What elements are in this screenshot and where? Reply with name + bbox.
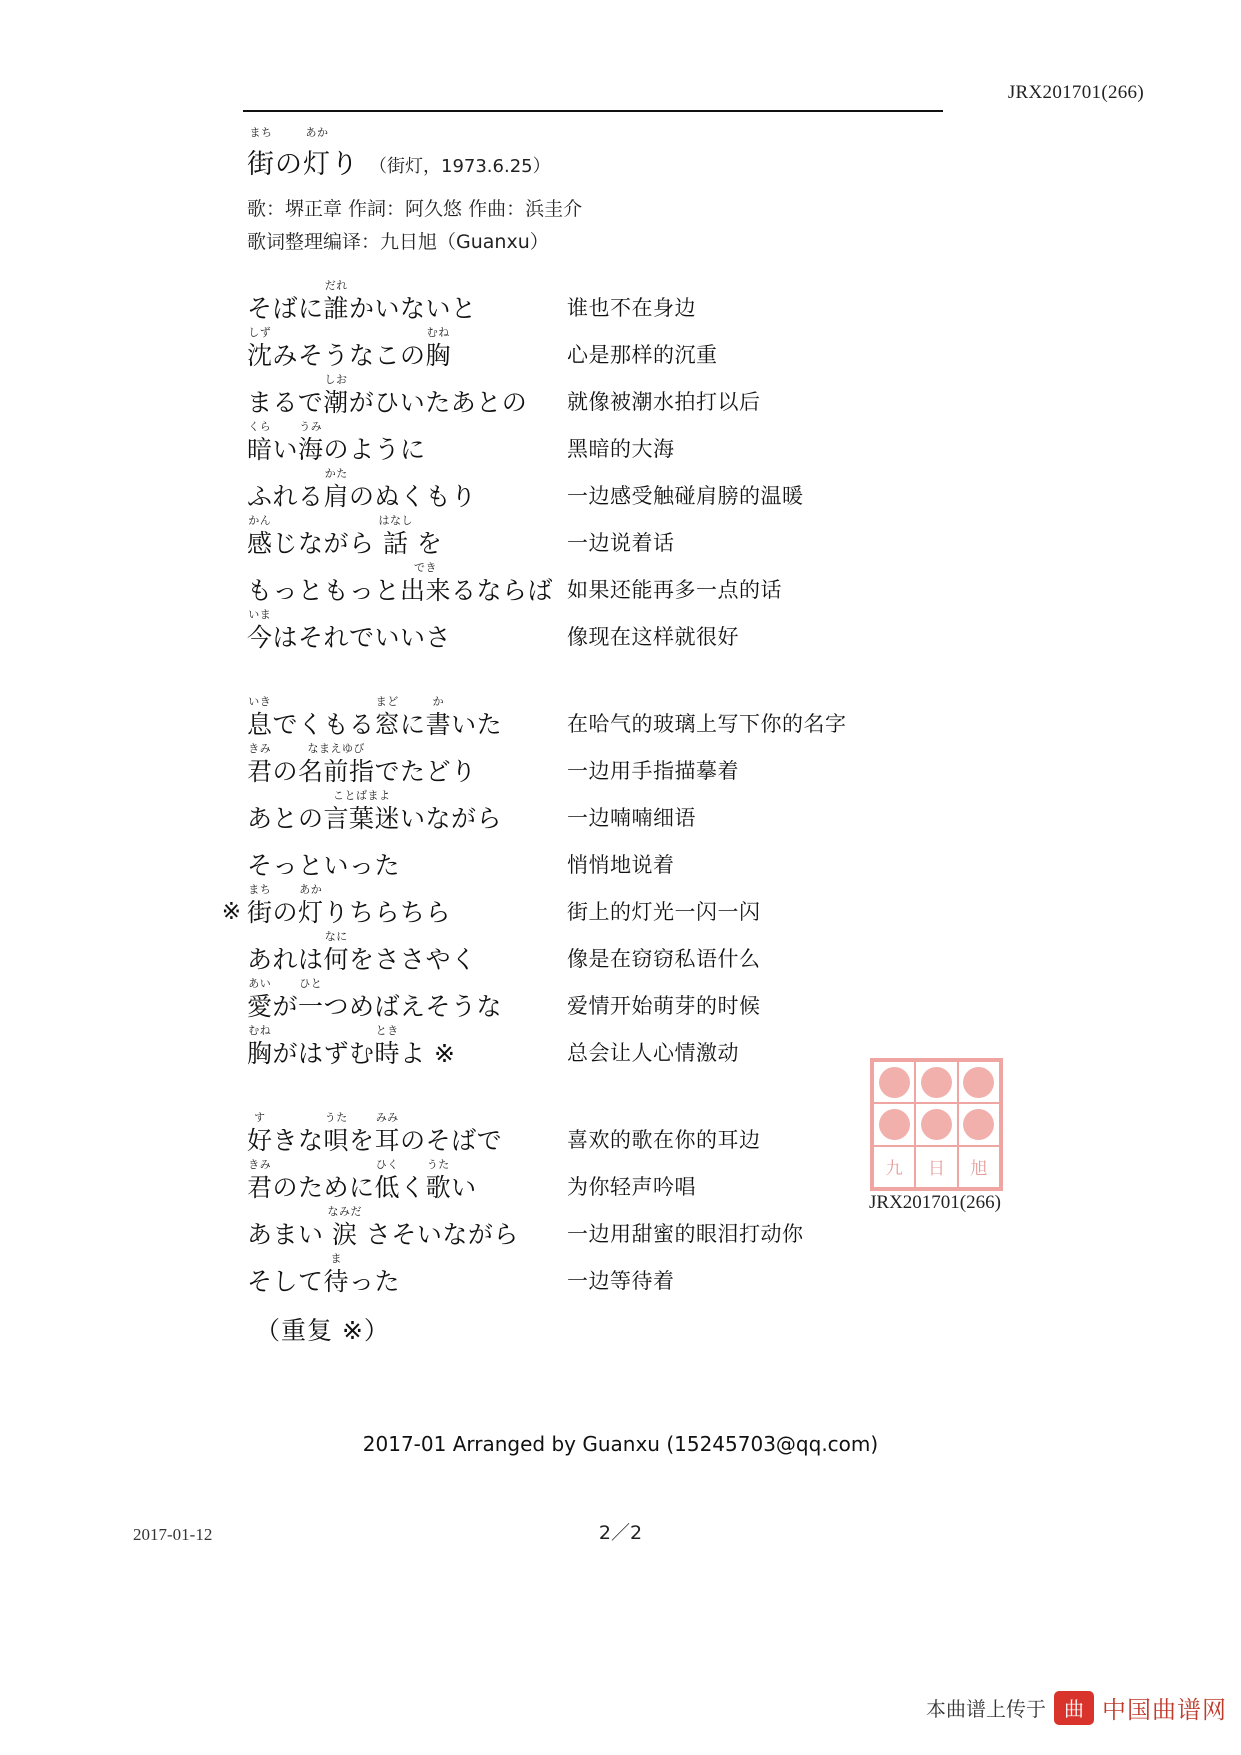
lyric-japanese: ふれる かた 肩のぬくもり (247, 466, 477, 511)
lyric-line (0, 369, 1241, 416)
lyric-japanese: す 好きな うた 唄を みみ 耳のそばで (247, 1110, 503, 1155)
seal-dot (921, 1109, 952, 1140)
lyric-japanese: あい 愛が ひと 一つめばえそうな (247, 976, 503, 1021)
lyric-repeat-mark (0, 971, 247, 973)
footer-arranged-by: 2017-01 Arranged by Guanxu (15245703@qq.com) (362, 1432, 879, 1456)
lyric-repeat-mark (0, 320, 247, 322)
lyric-line (0, 1201, 1241, 1248)
lyric-repeat-mark (0, 555, 247, 557)
credit-performers: 歌：堺正章 作詞：阿久悠 作曲：浜圭介 (247, 198, 583, 220)
furigana: まど (375, 694, 399, 708)
repeat-instruction: （重复 ※） (255, 1316, 390, 1345)
lyric-japanese: かん 感じながら はなし 話 を (247, 513, 443, 558)
seal-cell (915, 1103, 957, 1145)
furigana: とき (375, 1023, 399, 1037)
credits-block (247, 193, 1007, 260)
lyric-japanese: そばに だれ 誰かいないと (247, 278, 477, 323)
furigana: きみ (248, 741, 272, 755)
furigana: ひと (299, 976, 323, 990)
lyric-repeat-mark: ※ (221, 899, 241, 925)
seal-cell (873, 1146, 915, 1188)
furigana: でき (414, 560, 438, 574)
furigana: うた (426, 1157, 450, 1171)
lyric-japanese: あとの ことばまよ 言葉迷いながら (247, 788, 503, 833)
lyric-chinese: 就像被潮水拍打以后 (567, 389, 761, 414)
song-title-japanese: まち 街の あか 灯り (247, 126, 359, 180)
lyric-line (0, 832, 1241, 879)
lyric-repeat-mark (0, 1018, 247, 1020)
lyric-line (0, 926, 1241, 973)
lyric-line (0, 973, 1241, 1020)
footer-brand-name: 中国曲谱网 (1102, 1696, 1227, 1724)
lyric-stanza (0, 691, 1241, 1067)
footer-brand-prefix: 本曲谱上传于 (926, 1697, 1046, 1721)
lyric-chinese: 像现在这样就很好 (567, 624, 739, 649)
footer-brand (926, 1690, 1227, 1725)
lyric-chinese: 一边用甜蜜的眼泪打动你 (567, 1221, 804, 1246)
lyric-repeat-mark (0, 1246, 247, 1248)
seal-document-code: JRX201701(266) (869, 1192, 1001, 1213)
seal-cell (915, 1061, 957, 1103)
furigana: うた (324, 1110, 348, 1124)
lyric-japanese: むね 胸がはずむ とき 時よ ※ (247, 1023, 456, 1068)
lyric-line (0, 1248, 1241, 1295)
lyric-japanese: もっともっと でき 出来るならば (247, 560, 554, 605)
lyric-japanese: そして ま 待った (247, 1251, 401, 1296)
seal-cell (958, 1146, 1000, 1188)
furigana: うみ (299, 419, 323, 433)
lyric-repeat-mark (0, 461, 247, 463)
furigana: す (254, 1110, 266, 1124)
footer-date: 2017-01-12 (133, 1525, 213, 1544)
lyric-repeat-mark (0, 414, 247, 416)
lyric-line (0, 463, 1241, 510)
lyric-chinese: 为你轻声吟唱 (567, 1174, 696, 1199)
lyric-repeat-mark (0, 367, 247, 369)
lyric-japanese: いま 今はそれでいいさ (247, 607, 452, 652)
furigana: だれ (324, 278, 348, 292)
seal-cell (958, 1103, 1000, 1145)
lyric-line (0, 322, 1241, 369)
lyric-japanese: きみ 君の なまえゆび 名前指でたどり (247, 741, 477, 786)
lyric-line (0, 416, 1241, 463)
lyric-japanese: あまい なみだ 涙 さそいながら (247, 1204, 519, 1249)
header-divider (243, 110, 943, 112)
lyric-chinese: 黑暗的大海 (567, 436, 675, 461)
seal-dot (921, 1067, 952, 1098)
lyric-line (0, 691, 1241, 738)
lyric-repeat-mark (0, 1065, 247, 1067)
seal-stamp (870, 1058, 1003, 1191)
header-document-code: JRX201701(266) (1007, 82, 1144, 103)
lyric-line (0, 1020, 1241, 1067)
lyric-chinese: 街上的灯光一闪一闪 (567, 899, 761, 924)
furigana: みみ (375, 1110, 399, 1124)
lyric-chinese: 一边等待着 (567, 1268, 675, 1293)
lyric-stanza (0, 1107, 1241, 1347)
lyric-repeat-mark (0, 1199, 247, 1201)
seal-char: 旭 (970, 1159, 988, 1180)
lyric-japanese: あれは なに 何をささやく (247, 929, 477, 974)
seal-dot (963, 1067, 994, 1098)
lyric-chinese: 心是那样的沉重 (567, 342, 718, 367)
seal-char: 日 (927, 1159, 945, 1180)
footer-page-number: 2／2 (598, 1522, 643, 1544)
lyric-japanese: まち 街の あか 灯りちらちら (247, 882, 452, 927)
lyric-japanese: まるで しお 潮がひいたあとの (247, 372, 528, 417)
lyric-chinese: 一边用手指描摹着 (567, 758, 739, 783)
seal-cell (873, 1061, 915, 1103)
lyric-japanese: いき 息でくもる まど 窓に か 書いた (247, 694, 503, 739)
lyric-line (0, 275, 1241, 322)
lyric-repeat-mark (0, 649, 247, 651)
furigana: かた (324, 466, 348, 480)
lyric-line (0, 1154, 1241, 1201)
lyric-repeat-mark (0, 508, 247, 510)
furigana: ま (330, 1251, 343, 1265)
furigana: なまえゆび (307, 741, 366, 755)
lyrics-body (0, 275, 1241, 1387)
furigana: かん (248, 513, 272, 527)
furigana: か (432, 694, 445, 708)
furigana: なに (324, 929, 348, 943)
song-title-subtitle: （街灯，1973.6.25） (369, 156, 551, 177)
seal-cell (873, 1103, 915, 1145)
furigana: むね (426, 325, 450, 339)
lyric-chinese: 一边感受触碰肩膀的温暖 (567, 483, 804, 508)
lyric-repeat-mark (0, 736, 247, 738)
lyric-chinese: 一边喃喃细语 (567, 805, 696, 830)
lyric-line (0, 738, 1241, 785)
furigana: きみ (248, 1157, 272, 1171)
lyric-japanese: しず 沈みそうなこの むね 胸 (247, 325, 452, 370)
lyric-japanese: きみ 君のために ひく 低く うた 歌い (247, 1157, 477, 1202)
furigana: いま (248, 607, 272, 621)
lyric-chinese: 一边说着话 (567, 530, 675, 555)
lyric-line (0, 785, 1241, 832)
furigana: しお (324, 372, 348, 386)
credit-translator: 歌词整理编译：九日旭（Guanxu） (247, 231, 549, 254)
lyric-chinese: 如果还能再多一点的话 (567, 577, 782, 602)
lyric-chinese: 喜欢的歌在你的耳边 (567, 1127, 761, 1152)
lyric-repeat-mark (0, 602, 247, 604)
lyric-line (0, 879, 1241, 926)
furigana: あい (248, 976, 272, 990)
lyric-line (0, 557, 1241, 604)
lyric-japanese: そっといった (247, 850, 401, 880)
title-block (247, 126, 1007, 260)
lyric-repeat-mark (0, 830, 247, 832)
lyric-repeat-mark (0, 877, 247, 879)
lyric-repeat-mark (0, 1293, 247, 1295)
seal-dot (879, 1067, 910, 1098)
furigana: まち (248, 882, 272, 896)
furigana: むね (248, 1023, 272, 1037)
lyric-repeat-mark (0, 1152, 247, 1154)
lyric-chinese: 爱情开始萌芽的时候 (567, 993, 761, 1018)
lyric-line (0, 1107, 1241, 1154)
furigana: ひく (375, 1157, 399, 1171)
lyric-chinese: 谁也不在身边 (567, 295, 696, 320)
lyric-stanza (0, 275, 1241, 651)
furigana: あか (299, 882, 323, 896)
furigana: しず (248, 325, 272, 339)
lyric-line (0, 604, 1241, 651)
lyric-chinese: 总会让人心情激动 (567, 1040, 739, 1065)
seal-char: 九 (885, 1159, 903, 1180)
furigana: くら (248, 419, 272, 433)
furigana: なみだ (327, 1204, 362, 1218)
furigana: はなし (378, 513, 413, 527)
seal-cell (915, 1146, 957, 1188)
song-title-line (247, 126, 1007, 181)
seal-dot (879, 1109, 910, 1140)
lyric-line (0, 510, 1241, 557)
lyric-repeat-mark (0, 783, 247, 785)
site-logo-icon: 曲 (1054, 1691, 1094, 1725)
furigana: いき (248, 694, 272, 708)
seal-cell (958, 1061, 1000, 1103)
lyric-japanese: くら 暗い うみ 海のように (247, 419, 426, 464)
lyric-chinese: 在哈气的玻璃上写下你的名字 (567, 711, 847, 736)
seal-dot (963, 1109, 994, 1140)
lyric-chinese: 像是在窃窃私语什么 (567, 946, 761, 971)
lyric-chinese: 悄悄地说着 (567, 852, 675, 877)
furigana: ことばまよ (333, 788, 391, 802)
